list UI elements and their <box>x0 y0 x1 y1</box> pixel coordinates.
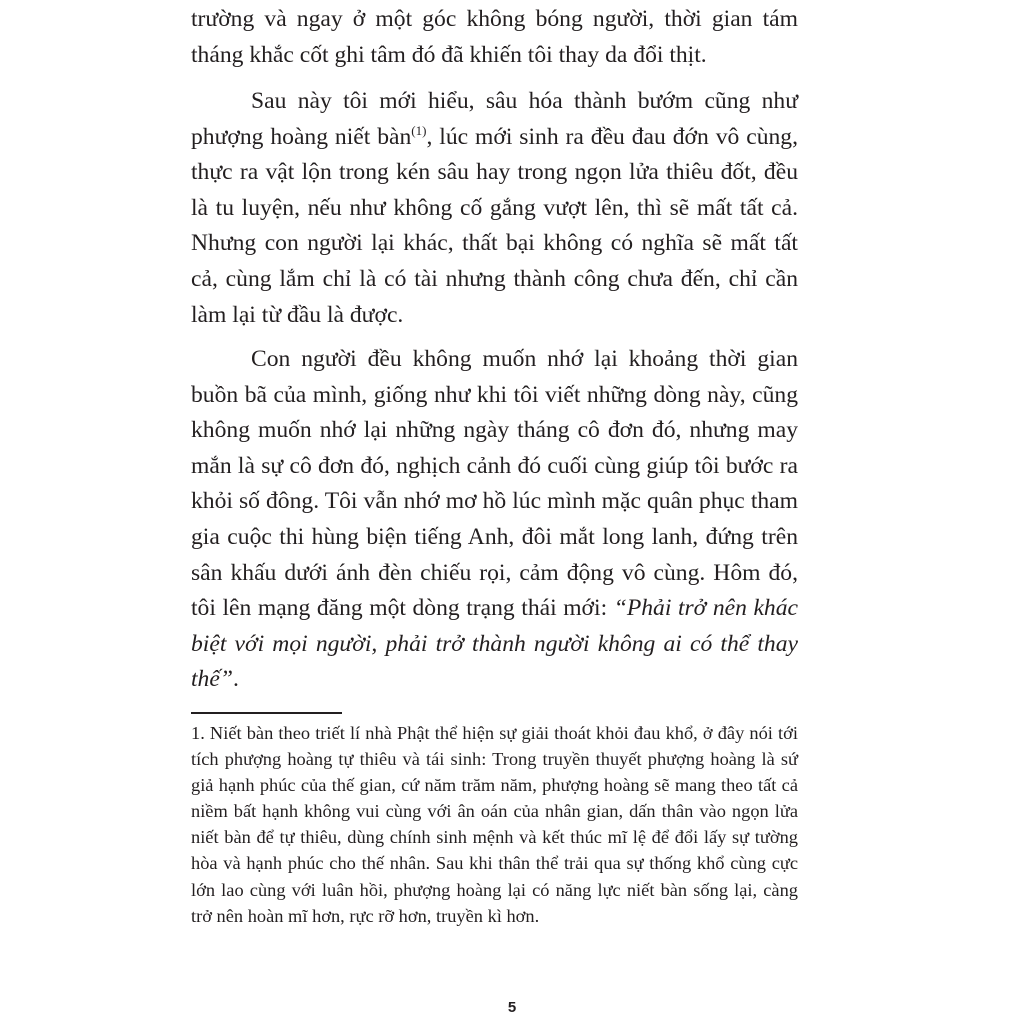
paragraph-text <box>191 342 798 698</box>
page-number: 5 <box>507 999 517 1016</box>
paragraph-text <box>191 84 798 333</box>
body-paragraph <box>191 342 798 698</box>
paragraph-text-segment: Sau này tôi mới hiểu, sâu hóa thành bướm cũng như phượng hoàng niết bàn <box>191 88 798 150</box>
paragraph-text-segment: . <box>232 666 239 693</box>
footnote-divider <box>191 712 342 714</box>
footnote: 1. Niết bàn theo triết lí nhà Phật thể hiện sự giải thoát khỏi đau khổ, ở đây nói tới tích phượng hoàng tự thiêu và tái sinh: Trong truyền thuyết phượng hoàng là sứ giả hạnh phúc của thế gian, cứ năm trăm năm, phượng hoàng sẽ mang theo tất cả niềm bất hạnh không vui cùng với ân oán của nhân gian, dấn thân vào ngọn lửa niết bàn để tự thiêu, dùng chính sinh mệnh và kết thúc mĩ lệ để đổi lấy sự tường hòa và hạnh phúc cho thế nhân. Sau khi thân thể trải qua sự thống khổ cùng cực lớn lao cùng với luân hồi, phượng hoàng lại có năng lực niết bàn sống lại, càng trở nên hoàn mĩ hơn, rực rỡ hơn, truyền kì hơn. <box>191 723 798 926</box>
body-paragraph-continued <box>191 2 798 73</box>
footnote-reference: (1) <box>411 122 427 138</box>
body-paragraph <box>191 84 798 333</box>
paragraph-text-segment: , lúc mới sinh ra đều đau đớn vô cùng, thực ra vật lộn trong kén sâu hay trong ngọn lửa thiêu đốt, đều là tu luyện, nếu như không cố gắng vượt lên, thì sẽ mất tất cả. Nhưng con người lại khác, thất bại không có nghĩa sẽ mất tất cả, cùng lắm chỉ là có tài nhưng thành công chưa đến, chỉ cần làm lại từ đầu là được. <box>191 123 798 328</box>
italic-quote: “Phải trở nên khác biệt với mọi người, phải trở thành người không ai có thể thay thế” <box>191 595 798 693</box>
paragraph-text-segment: Con người đều không muốn nhớ lại khoảng thời gian buồn bã của mình, giống như khi tôi viết những dòng này, cũng không muốn nhớ lại những ngày tháng cô đơn đó, nhưng may mắn là sự cô đơn đó, nghịch cảnh đó cuối cùng giúp tôi bước ra khỏi số đông. Tôi vẫn nhớ mơ hồ lúc mình mặc quân phục tham gia cuộc thi hùng biện tiếng Anh, đôi mắt long lanh, đứng trên sân khấu dưới ánh đèn chiếu rọi, cảm động vô cùng. Hôm đó, tôi lên mạng đăng một dòng trạng thái mới: <box>191 346 798 622</box>
paragraph-text: trường và ngay ở một góc không bóng người, thời gian tám tháng khắc cốt ghi tâm đó đã khiến tôi thay da đổi thịt. <box>191 6 798 68</box>
